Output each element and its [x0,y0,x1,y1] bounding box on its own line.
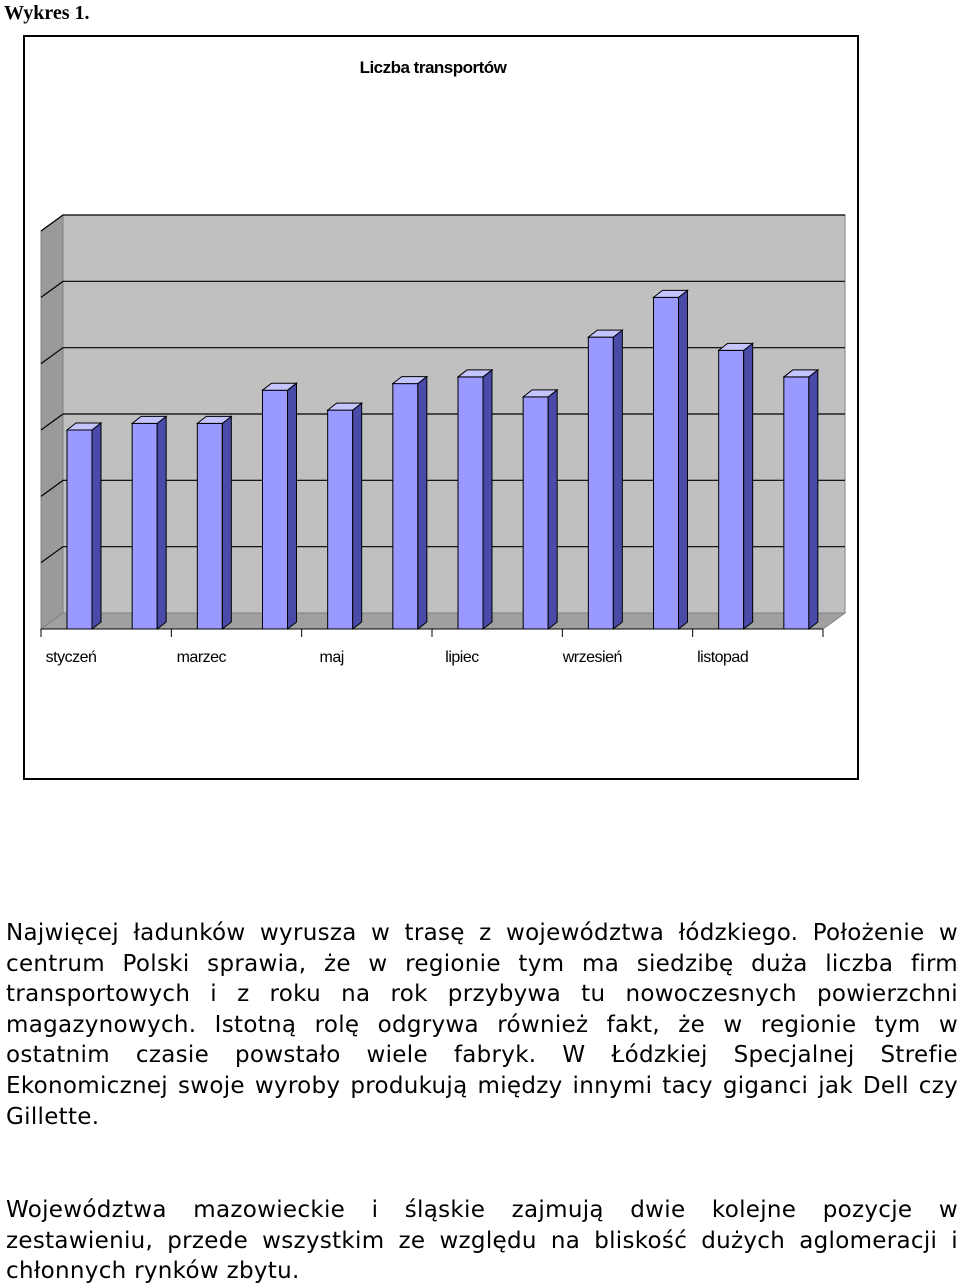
bar-front [393,384,418,629]
bar [784,370,818,629]
bar [197,416,231,629]
bar [67,423,101,629]
bar-front [67,430,92,629]
bar [328,403,362,629]
bar-side [222,416,231,629]
chart-frame [23,35,859,780]
bar [263,383,297,629]
bar-side [92,423,101,629]
bar-side [613,330,622,629]
figure-heading: Wykres 1. [4,2,90,24]
bar-front [458,377,483,629]
bar-side [157,416,166,629]
bar [458,370,492,629]
chart-title: Liczba transportów [359,58,507,77]
x-tick-label: styczeń [45,649,97,666]
bar [719,343,753,629]
bar-front [263,390,288,629]
bar [523,390,557,629]
bar-side [679,290,688,629]
bar-front [784,377,809,629]
bar-front [523,397,548,629]
paragraph-2: Województwa mazowieckie i śląskie zajmują dwie kolejne pozycje w zestawieniu, przede wszystkim ze względu na bliskość dużych aglomeracji i chłonnych rynków zbytu. [6,1197,958,1285]
bar-side [548,390,557,629]
x-tick-label: lipiec [445,649,479,666]
bar-front [719,350,744,629]
bar [588,330,622,629]
bar-side [809,370,818,629]
bar-front [132,423,157,629]
bar [393,377,427,629]
bar-chart [25,37,857,778]
bar-side [744,343,753,629]
bar [654,290,688,629]
bar [132,416,166,629]
x-tick-label: listopad [697,649,749,666]
bar-front [328,410,353,629]
bar-side [418,377,427,629]
x-tick-label: wrzesień [562,649,622,666]
bar-side [483,370,492,629]
bar-side [288,383,297,629]
bar-front [654,297,679,629]
bar-front [197,423,222,629]
bar-side [353,403,362,629]
x-tick-label: marzec [176,649,227,666]
x-tick-label: maj [319,649,344,666]
bar-front [588,337,613,629]
paragraph-1: Najwięcej ładunków wyrusza w trasę z województwa łódzkiego. Położenie w centrum Polski sprawia, że w regionie tym ma siedzibę duża liczba firm transportowych i z roku na rok przybywa tu nowoczesnych powierzchni magazynowych. Istotną rolę odgrywa również fakt, że w regionie tym w ostatnim czasie powstało wiele fabryk. W Łódzkiej Specjalnej Strefie Ekonomicznej swoje wyroby produkują między innymi tacy giganci jak Dell czy Gillette. [6,920,958,1130]
